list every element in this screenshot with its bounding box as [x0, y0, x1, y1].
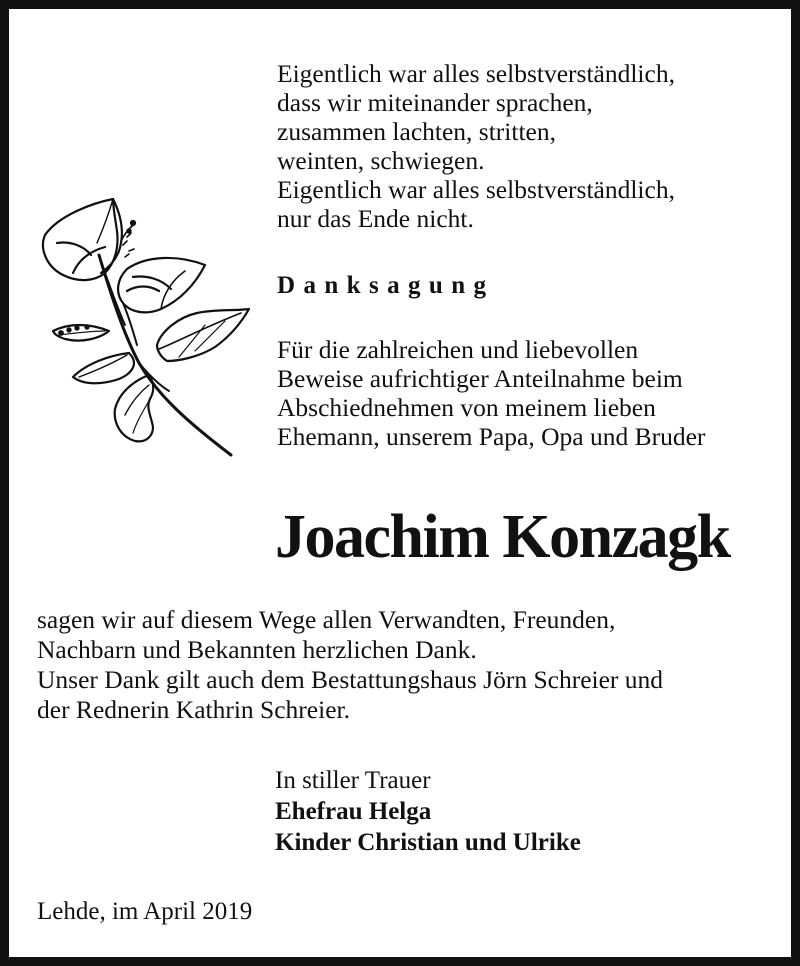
heading-danksagung: Danksagung: [277, 272, 495, 299]
poem-line: Eigentlich war alles selbstverständlich,: [277, 59, 675, 88]
thanks-intro-line: Für die zahlreichen und liebevollen: [277, 335, 639, 364]
poem-line: weinten, schwiegen.: [277, 146, 485, 175]
place-date: Lehde, im April 2019: [37, 898, 253, 925]
poem-line: zusammen lachten, stritten,: [277, 117, 556, 146]
signature-intro: In stiller Trauer: [275, 767, 431, 794]
signature-block: [275, 765, 755, 858]
thanks-body-line: sagen wir auf diesem Wege allen Verwandten, Freunden,: [37, 605, 616, 634]
thanks-intro-line: Ehemann, unserem Papa, Opa und Bruder: [277, 422, 706, 451]
calla-lily-icon: [29, 185, 251, 461]
thanks-body-line: Unser Dank gilt auch dem Bestattungshaus Jörn Schreier und: [37, 665, 664, 694]
signature-line: Ehefrau Helga: [275, 798, 432, 825]
thanks-intro-line: Beweise aufrichtiger Anteilnahme beim: [277, 364, 683, 393]
thanks-body-line: der Rednerin Kathrin Schreier.: [37, 695, 350, 724]
thanks-body-line: Nachbarn und Bekannten herzlichen Dank.: [37, 635, 477, 664]
thanks-intro: [277, 335, 777, 451]
signature-line: Kinder Christian und Ulrike: [275, 829, 581, 856]
poem-line: dass wir miteinander sprachen,: [277, 88, 593, 117]
thanks-intro-line: Abschiednehmen von meinem lieben: [277, 393, 656, 422]
poem-line: nur das Ende nicht.: [277, 204, 474, 233]
thanks-body: [37, 605, 787, 725]
poem-line: Eigentlich war alles selbstverständlich,: [277, 175, 675, 204]
deceased-name: Joachim Konzagk: [275, 503, 730, 571]
poem: [277, 59, 777, 233]
